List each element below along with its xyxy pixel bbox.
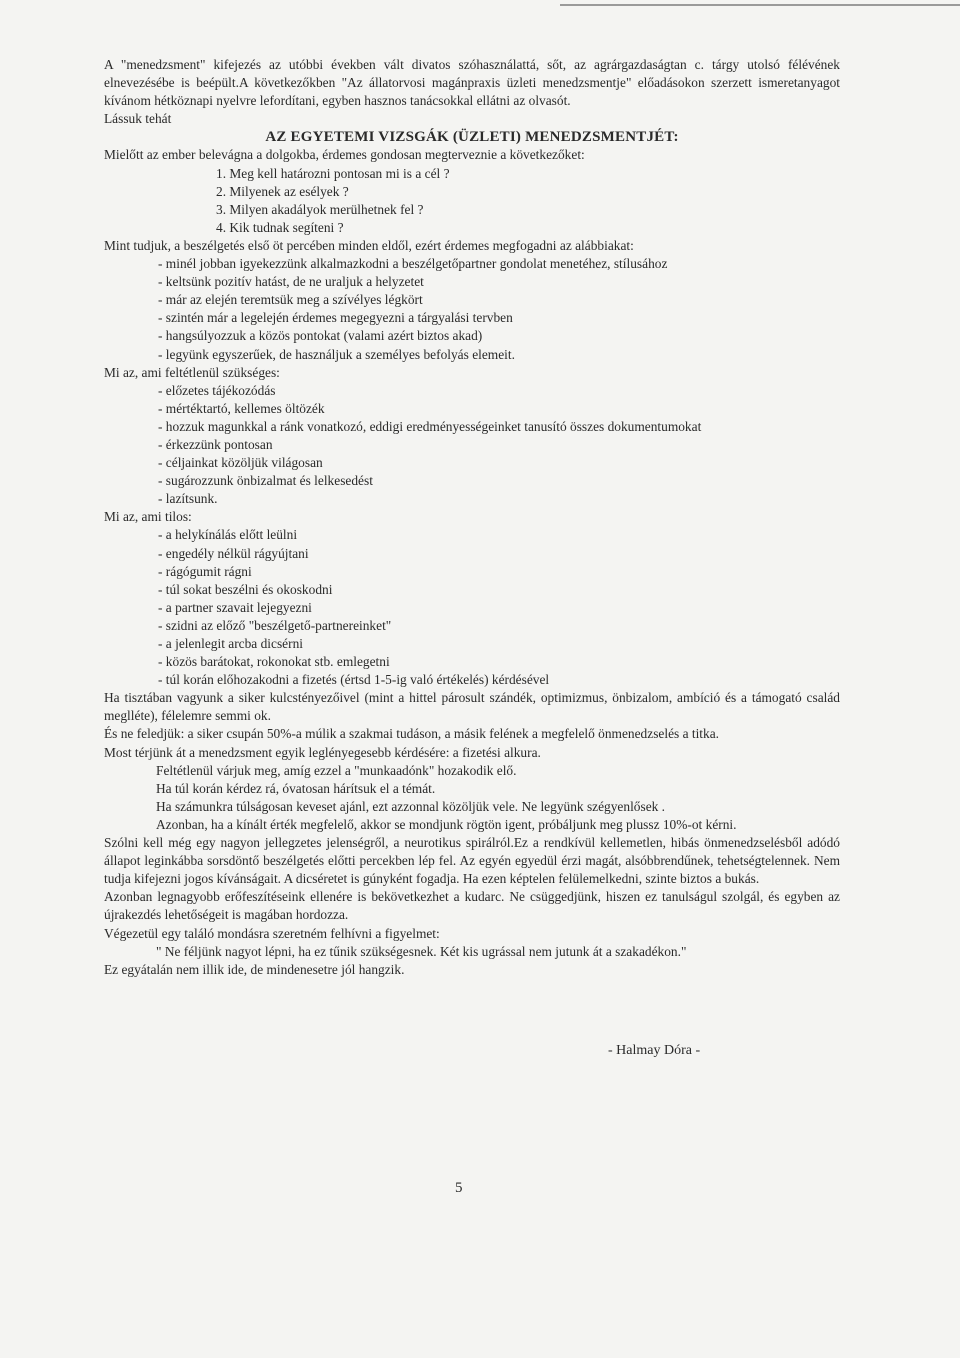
document-body [104,56,840,979]
forbidden-item: - rágógumit rágni [158,563,252,579]
rule-item: - minél jobban igyekezzünk alkalmazkodni a beszélgetőpartner gondolat menetéhez, stílusához [158,256,668,272]
success-paragraph: Ha tisztában vagyunk a siker kulcstényezőivel (mint a hittel párosult szándék, optimizmus, önbizalom, ambíció és a támogató család meglléte), félelemre semmi ok. [104,690,840,724]
salary-tip: Ha túl korán kérdez rá, óvatosan hárítsuk el a témát. [156,780,436,796]
salary-tips [104,762,840,834]
intro-lead: Lássuk tehát [104,111,172,127]
question-item: 1. Meg kell határozni pontosan mi is a cél ? [216,165,450,181]
needed-item: - céljainkat közöljük világosan [158,455,323,471]
neurotic-spiral-paragraph: Szólni kell még egy nagyon jellegzetes jelenségről, a neurotikus spirálról.Ez a rendkívül kellemetlen, hibás önmenedzselésből adódó állapot leginkábba sorsdöntő beszélgetés előtti percekben lép fel. Az egyén egyedül érzi magát, alsóbbrendűnek, tehetségtelennek. Nem tudja kifejezni jogos kívánságait. A dicséretet is gúnyként fogadja. Ha ezen képtelen felülemelkedni, szinte biztos a bukás. [104,835,840,887]
signature: - Halmay Dóra - [608,1043,701,1058]
saying-intro: Végezetül egy találó mondásra szeretném felhívni a figyelmet: [104,925,440,941]
first-impression-intro: Mint tudjuk, a beszélgetés első öt percében minden eldől, ezért érdemes megfogadni az alábbiakat: [104,237,634,253]
salary-intro: Most térjünk át a menedzsment egyik leglényegesebb kérdésére: a fizetési alkura. [104,744,541,760]
needed-item: - mértéktartó, kellemes öltözék [158,400,325,416]
question-item: 3. Milyen akadályok merülhetnek fel ? [216,201,424,217]
salary-tip: Azonban, ha a kínált érték megfelelő, akkor se mondjunk rögtön igent, próbáljunk meg plussz 10%-ot kérni. [156,816,737,832]
rule-item: - hangsúlyozzuk a közös pontokat (valami azért biztos akad) [158,328,483,344]
needed-item: - érkezzünk pontosan [158,436,273,452]
quote: " Ne féljünk nagyot lépni, ha ez tűnik szükségesnek. Két kis ugrással nem jutunk át a szakadékon." [156,943,687,959]
rule-item: - legyünk egyszerűek, de használjuk a személyes befolyás elemeit. [158,346,515,362]
forbidden-item: - túl korán előhozakodni a fizetés (értsd 1-5-ig való értékelés) kérdésével [158,672,550,688]
rule-item: - szintén már a legelején érdemes megegyezni a tárgyalási tervben [158,310,513,326]
salary-tip: Ha számunkra túlságosan keveset ajánl, ezt azzonnal közöljük vele. Ne legyünk szégyenlősek . [156,798,666,814]
question-list [104,165,840,237]
forbidden-item: - engedély nélkül rágyújtani [158,545,309,561]
question-item: 4. Kik tudnak segíteni ? [216,219,344,235]
needed-item: - sugározzunk önbizalmat és lelkesedést [158,473,373,489]
failure-paragraph: Azonban legnagyobb erőfeszítéseink ellenére is bekövetkezhet a kudarc. Ne csüggedjünk, hiszen ez tanulságul szolgál, és egyben az újrakezdés lehetőségeit is magában hordozza. [104,889,840,923]
scan-edge-line [560,4,960,6]
forbidden-item: - közös barátokat, rokonokat stb. emlegetni [158,654,390,670]
rules-list [104,255,840,364]
rule-item: - keltsünk pozitív hatást, de ne uraljuk a helyzetet [158,274,424,290]
page-number: 5 [455,1180,463,1196]
needed-list [104,382,840,509]
needed-item: - lazítsunk. [158,491,218,507]
forbidden-item: - túl sokat beszélni és okoskodni [158,581,333,597]
forbidden-item: - szidni az előző "beszélgető-partnereinket" [158,617,392,633]
forbidden-item: - a jelenlegit arcba dicsérni [158,636,303,651]
forbidden-list [104,526,840,689]
planning-intro: Mielőtt az ember belevágna a dolgokba, érdemes gondosan megterveznie a következőket: [104,147,585,163]
closing-remark: Ez egyátalán nem illik ide, de mindenesetre jól hangzik. [104,961,405,977]
salary-tip: Feltétlenül várjuk meg, amíg ezzel a "munkaadónk" hozakodik elő. [156,762,517,778]
forbidden-item: - a partner szavait lejegyezni [158,599,312,615]
forbidden-item: - a helykínálás előtt leülni [158,527,298,543]
needed-item: - előzetes tájékozódás [158,382,276,398]
intro-paragraph: A "menedzsment" kifejezés az utóbbi években vált divatos szóhasználattá, sőt, az agrárgazdaságtan c. tárgy utolsó félévének elnevezésébe is beépült.A következőkben "Az állatorvosi magánpraxis üzleti menedzsmentje" előadásokon szerzett ismeretanyagot kívánom hétköznapi nyelvre lefordítani, egyben hasznos tanácsokkal ellátni az olvasót. [104,57,840,109]
question-item: 2. Milyenek az esélyek ? [216,183,349,199]
forbidden-heading: Mi az, ami tilos: [104,509,192,525]
needed-heading: Mi az, ami feltétlenül szükséges: [104,364,280,380]
self-management-paragraph: És ne feledjük: a siker csupán 50%-a múlik a szakmai tudáson, a másik felének a megfelelő önmenedzselés a titka. [104,726,720,742]
rule-item: - már az elején teremtsük meg a szívélyes légkört [158,292,423,308]
document-title: AZ EGYETEMI VIZSGÁK (ÜZLETI) MENEDZSMENTJÉT: [265,129,679,146]
needed-item: - hozzuk magunkkal a ránk vonatkozó, eddigi eredményességeinket tanusító összes dokumentumokat [158,418,702,434]
